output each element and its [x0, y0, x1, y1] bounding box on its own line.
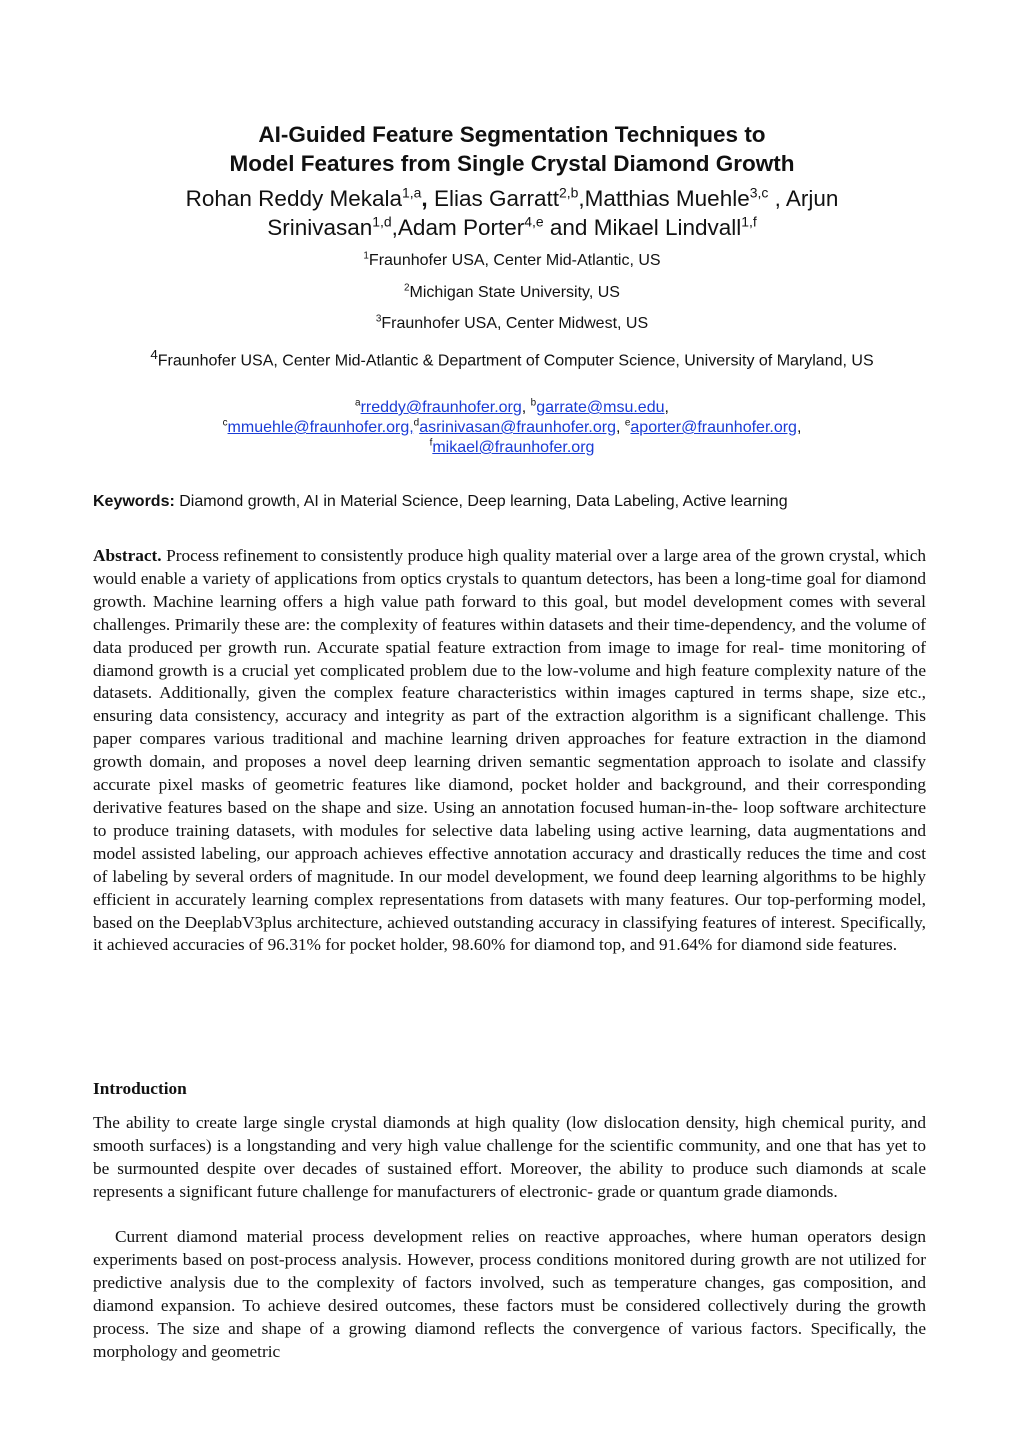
- paper-title: [0, 120, 1024, 178]
- affiliation-text: Fraunhofer USA, Center Mid-Atlantic & Department of Computer Science, University of Maryland, US: [157, 352, 874, 370]
- email-link-mikael[interactable]: mikael@fraunhofer.org: [432, 439, 595, 456]
- abstract-text: Process refinement to consistently produce high quality material over a large area of the grown crystal, which would enable a variety of applications from optics crystals to quantum detectors, has been a long-time goal for diamond growth. Machine learning offers a high value path forward to this goal, but model development comes with several challenges. Primarily these are: the complexity of features within datasets and their time-dependency, and the volume of data produced per growth run. Accurate spatial feature extraction from image to image for real- time monitoring of diamond growth is a crucial yet complicated problem due to the low-volume and high feature complexity nature of the datasets. Additionally, given the complex feature characteristics within images captured in terms shape, size etc., ensuring data consistency, accuracy and integrity as part of the extraction algorithm is a significant challenge. This paper compares various traditional and machine learning driven approaches for feature extraction in the diamond growth domain, and proposes a novel deep learning driven semantic segmentation approach to isolate and classify accurate pixel masks of geometric features like diamond, pocket holder and background, and their corresponding derivative features based on the shape and size. Using an annotation focused human-in-the- loop software architecture to produce training datasets, with modules for selective data labeling using active learning, data augmentations and model assisted labeling, our approach achieves effective annotation accuracy and drastically reduces the time and cost of labeling by several orders of magnitude. In our model development, we found deep learning algorithms to be highly efficient in accurately learning complex representations from datasets with many features. Our top-performing model, based on the DeeplabV3plus architecture, achieved outstanding accuracy in classifying features of interest. Specifically, it achieved accuracies of 96.31% for pocket holder, 98.60% for diamond top, and 91.64% for diamond side features.: [93, 546, 927, 955]
- affiliation-text: Michigan State University, US: [409, 284, 620, 301]
- affiliation-text: Fraunhofer USA, Center Mid-Atlantic, US: [368, 252, 661, 269]
- email-sup: b: [530, 397, 537, 409]
- affiliation-4: [92, 345, 932, 371]
- email-line-3: [0, 438, 1024, 458]
- author-name: Rohan Reddy Mekala: [185, 186, 403, 211]
- author-line-2: Srinivasan$^{1,d}$,Adam Porter$^{4,e}$ and Mikael Lindvall$^{1,f}$: [267, 213, 757, 240]
- abstract: [93, 545, 926, 957]
- author-name: Matthias Muehle: [584, 186, 750, 211]
- author-name: Mikael Lindvall: [593, 215, 742, 240]
- email-list: [0, 398, 1024, 458]
- abstract-label: Abstract.: [93, 546, 162, 565]
- author-and: and: [549, 215, 588, 240]
- affiliation-number: 3: [375, 313, 382, 325]
- author-name: Elias Garratt: [433, 186, 559, 211]
- email-link-aporter[interactable]: aporter@fraunhofer.org: [630, 419, 797, 436]
- author-sup: 4,e: [524, 213, 544, 230]
- author-sup: 1,d: [372, 213, 392, 230]
- email-sup: e: [624, 417, 631, 429]
- email-link-asrinivasan[interactable]: asrinivasan@fraunhofer.org: [419, 419, 616, 436]
- author-name: Adam Porter: [397, 215, 525, 240]
- introduction-paragraph-1: The ability to create large single crystal diamonds at high quality (low dislocation density, high chemical purity, and smooth surfaces) is a longstanding and very high value challenge for the scientific community, and one that has yet to be surmounted despite over decades of sustained effort. Moreover, the ability to produce such diamonds at scale represents a significant future challenge for manufacturers of electronic- grade or quantum grade diamonds.: [93, 1113, 926, 1201]
- author-list: [0, 184, 1024, 242]
- keywords-label: Keywords:: [93, 493, 175, 510]
- author-sup: 3,c: [749, 184, 769, 201]
- author-sup: 1,a: [402, 184, 422, 201]
- keywords: [93, 491, 933, 513]
- email-sup: f: [429, 437, 433, 449]
- email-sup: d: [413, 417, 420, 429]
- email-link-mmuehle[interactable]: mmuehle@fraunhofer.org,: [227, 419, 414, 436]
- affiliation-2: [0, 283, 1024, 303]
- keywords-text: Diamond growth, AI in Material Science, Deep learning, Data Labeling, Active learning: [179, 493, 788, 510]
- email-link-garrate[interactable]: garrate@msu.edu: [536, 399, 665, 416]
- affiliation-number: 2: [404, 282, 410, 294]
- email-line-2: $^c$mmuehle@fraunhofer.org,$^d$asrinivasan@fraunhofer.org, $^e$aporter@fraunhofer.org,: [222, 417, 802, 436]
- email-line-1: $^a$rreddy@fraunhofer.org, $^b$garrate@msu.edu,: [355, 397, 669, 416]
- affiliation-1: [0, 251, 1024, 271]
- author-sup: 2,b: [558, 184, 579, 201]
- affiliation-text: Fraunhofer USA, Center Midwest, US: [381, 315, 649, 332]
- title-line-2: Model Features from Single Crystal Diamond Growth: [229, 151, 795, 176]
- affiliation-number: 4: [150, 347, 158, 362]
- author-sup: 1,f: [741, 213, 757, 230]
- author-name: Arjun: [785, 186, 839, 211]
- affiliation-number: 1: [363, 250, 369, 262]
- introduction-paragraph-2: Current diamond material process development relies on reactive approaches, where human operators design experiments based on post-process analysis. However, process conditions monitored during growth are not utilized for predictive analysis due to the complexity of factors involved, such as temperature changes, gas composition, and diamond expansion. To achieve desired outcomes, these factors must be considered collectively during the growth process. The size and shape of a growing diamond reflects the convergence of various factors. Specifically, the morphology and geometric: [93, 1227, 926, 1361]
- introduction-heading: Introduction: [93, 1079, 187, 1098]
- affiliation-3: [0, 314, 1024, 334]
- title-line-1: AI-Guided Feature Segmentation Techniques to: [258, 122, 766, 147]
- email-sup: a: [355, 397, 361, 409]
- email-sup: c: [222, 417, 228, 429]
- email-link-rreddy[interactable]: rreddy@fraunhofer.org: [360, 399, 522, 416]
- author-line-1: Rohan Reddy Mekala$^{1,a}$, Elias Garratt$^{2,b}$,Matthias Muehle$^{3,c}$ , Arjun: [185, 184, 839, 211]
- author-name: Srinivasan: [267, 215, 373, 240]
